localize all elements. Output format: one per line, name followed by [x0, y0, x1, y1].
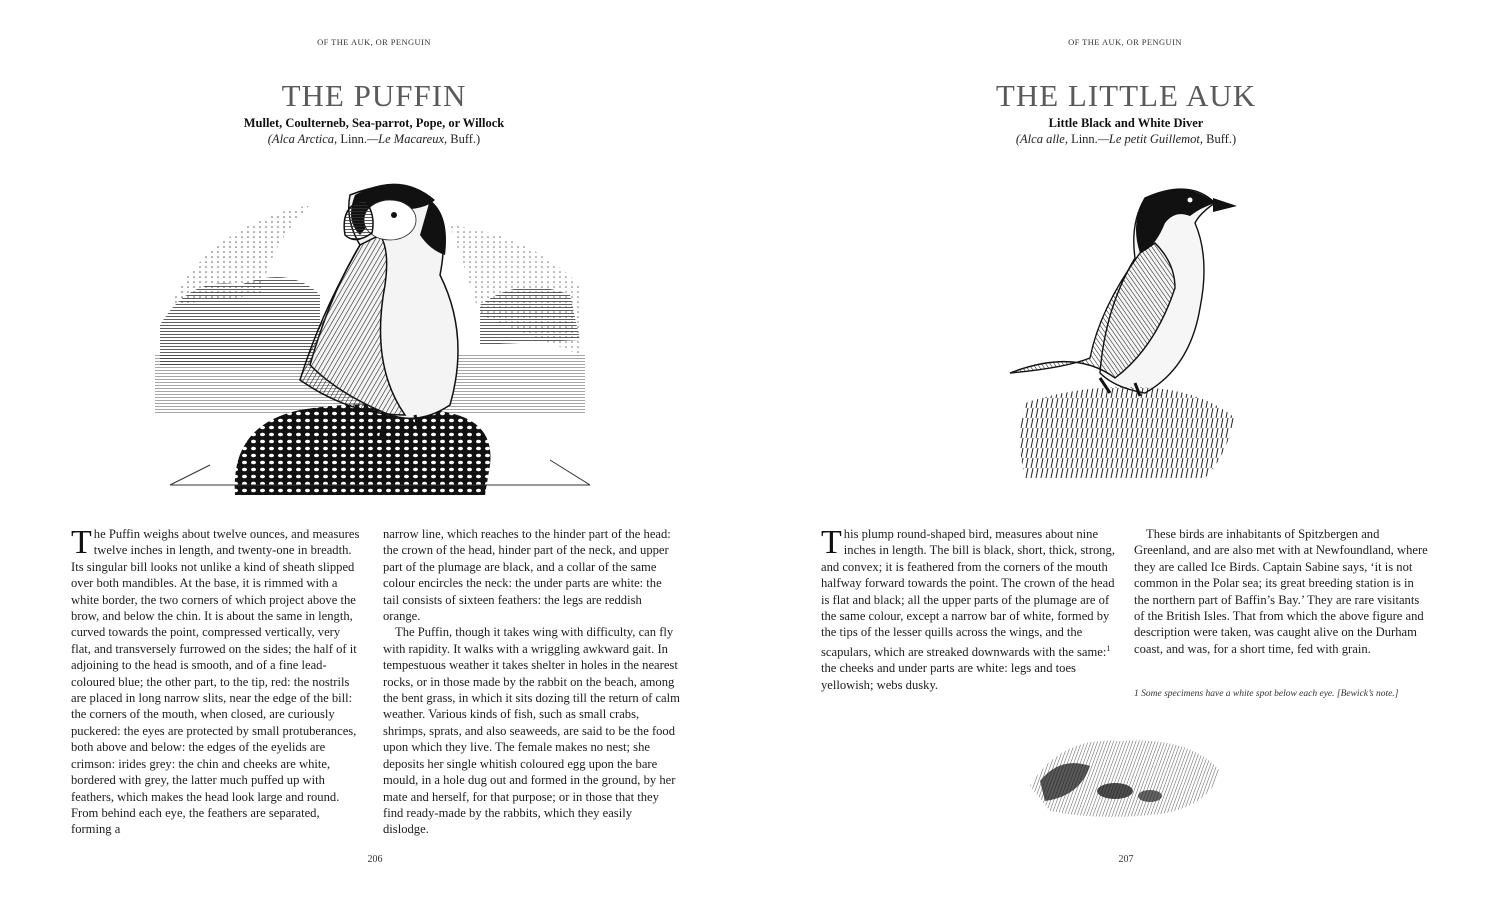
- latin-buff: Buff.): [1206, 132, 1237, 146]
- latin-mid: —Le Macareux,: [367, 132, 451, 146]
- page-subtitle: Little Black and White Diver: [1048, 116, 1204, 130]
- puffin-engraving: [150, 165, 590, 495]
- tailpiece-vignette: [1020, 726, 1226, 824]
- paragraph: These birds are inhabitants of Spitzbergen and Greenland, and are also met with at Newfoundland, where they are called Ice Birds. Captain Sabine says, ‘it is not common in the Polar sea; its great breeding station is in the northern part of Baffin’s Bay.’ They are rare visitants of the British Isles. That from which the above figure and description were taken, was caught alive on the Durham coast, and was, for a short time, fed with grain.: [1134, 527, 1428, 656]
- text-column-2: [1134, 526, 1430, 657]
- paragraph-text: he Puffin weighs about twelve ounces, and measures twelve inches in length, and twenty-one in breadth. Its singular bill looks not unlike a kind of sheath slipped over both mandibles. At the base, it is rimmed with a white border, the two corners of which project above the brow, and below the chin. It is about the same in length, curved towards the point, compressed vertically, very flat, and transversely furrowed on the sides; the half of it adjoining to the head is smooth, and of a fine lead-coloured blue; the other part, to the tip, red: the nostrils are placed in long narrow slits, near the edge of the bill: the corners of the mouth, when closed, are curiously puckered: the eyes are protected by small protuberances, both above and below: the edges of the eyelids are crimson: irides grey: the chin and cheeks are white, bordered with grey, the latter much puffed up with feathers, which makes the head look large and round. From behind each eye, the feathers are separated, forming a: [71, 527, 360, 837]
- running-head-text: OF THE AUK, OR PENGUIN: [317, 37, 431, 47]
- little-auk-engraving: [1005, 178, 1245, 483]
- drop-cap: T: [71, 524, 92, 561]
- latin-open: (Alca Arctica,: [267, 132, 341, 146]
- paragraph: [821, 526, 1118, 693]
- running-head: [750, 37, 1500, 47]
- paragraph-text-end: the cheeks and under parts are white: legs and toes yellowish; webs dusky.: [821, 661, 1076, 692]
- latin-buff: Buff.): [450, 132, 481, 146]
- text-column-2: [383, 526, 680, 838]
- page-subtitle: Mullet, Coulterneb, Sea-parrot, Pope, or Willock: [243, 116, 505, 130]
- footnote: 1 Some specimens have a white spot below each eye. [Bewick’s note.]: [1134, 689, 1399, 699]
- latin-mid: —Le petit Guillemot,: [1097, 132, 1207, 146]
- page-title: THE LITTLE AUK: [995, 78, 1257, 113]
- text-column-1: [821, 526, 1118, 693]
- footnote-marker: 1: [1106, 643, 1111, 653]
- paragraph-text: his plump round-shaped bird, measures about nine inches in length. The bill is black, short, thick, strong, and convex; it is feathered from the corners of the mouth halfway forward towards the point. The crown of the head is flat and black; all the upper parts of the plumage are of the same colour, except a narrow bar of white, formed by the tips of the lesser quills across the wings, and the scapulars, which are streaked downwards with the same:: [821, 527, 1115, 660]
- running-head-text: OF THE AUK, OR PENGUIN: [1068, 37, 1182, 47]
- paragraph: [71, 526, 361, 838]
- paragraph: The Puffin, though it takes wing with difficulty, can fly with rapidity. It walks with a wriggling awkward gait. In tempestuous weather it takes shelter in holes in the nearest rocks, or in those made by the rabbit on the beach, among the bent grass, in which it sits dozing till the return of calm weather. Various kinds of fish, such as small crabs, shrimps, sprats, and also seaweeds, are said to be the food upon which they live. The female makes no nest; she deposits her single whitish coloured egg upon the bare mould, in a hole dug out and formed in the ground, by her mate and herself, for that purpose; or in those that they find ready-made by the rabbits, which they easily dislodge.: [383, 625, 680, 837]
- paragraph: narrow line, which reaches to the hinder part of the head: the crown of the head, hinder part of the neck, and upper part of the plumage are black, and a collar of the same colour encircles the neck: the under parts are white: the tail consists of sixteen feathers: the legs are reddish orange.: [383, 527, 671, 624]
- right-page: [750, 0, 1500, 907]
- drop-cap: T: [821, 524, 842, 561]
- running-head: [0, 37, 750, 47]
- page-number: 207: [1118, 854, 1134, 865]
- page-title: THE PUFFIN: [281, 78, 467, 113]
- latin-name: [750, 132, 1500, 147]
- page-number: 206: [367, 854, 383, 865]
- latin-linn: Linn.: [1071, 132, 1098, 146]
- latin-open: (Alca alle,: [1015, 132, 1072, 146]
- latin-linn: Linn.: [340, 132, 368, 146]
- latin-name: [0, 132, 748, 147]
- text-column-1: [71, 526, 361, 838]
